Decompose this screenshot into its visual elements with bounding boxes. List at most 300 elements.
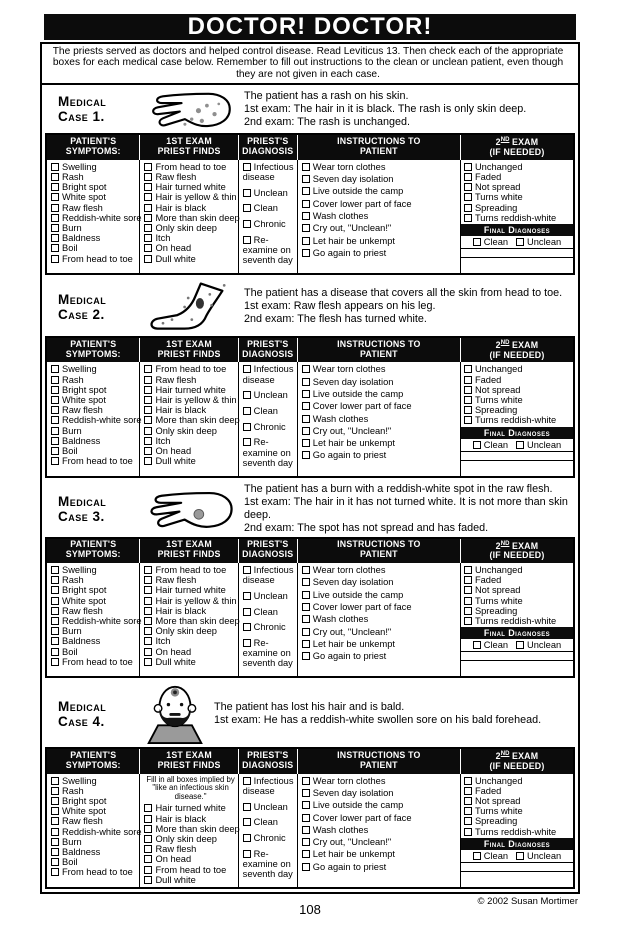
symptom-option[interactable]: Boil bbox=[51, 243, 138, 253]
second-exam-option[interactable]: Turns white bbox=[464, 192, 572, 202]
checkbox[interactable] bbox=[144, 457, 152, 465]
exam-find-option[interactable]: Hair is black bbox=[144, 203, 236, 213]
checkbox[interactable] bbox=[302, 591, 310, 599]
checkbox[interactable] bbox=[464, 576, 472, 584]
symptom-option[interactable]: From head to toe bbox=[51, 456, 138, 466]
diagnosis-option[interactable]: Chronic bbox=[243, 219, 296, 229]
checkbox[interactable] bbox=[464, 193, 472, 201]
second-exam-option[interactable]: Faded bbox=[464, 575, 572, 585]
checkbox[interactable] bbox=[464, 204, 472, 212]
second-exam-option[interactable]: Spreading bbox=[464, 203, 572, 213]
checkbox[interactable] bbox=[51, 427, 59, 435]
checkbox[interactable] bbox=[51, 566, 59, 574]
checkbox[interactable] bbox=[144, 607, 152, 615]
checkbox[interactable] bbox=[51, 386, 59, 394]
final-diagnosis-option[interactable]: Unclean bbox=[516, 851, 561, 861]
second-exam-option[interactable]: Faded bbox=[464, 786, 572, 796]
second-exam-option[interactable]: Spreading bbox=[464, 405, 572, 415]
checkbox[interactable] bbox=[243, 639, 251, 647]
exam-find-option[interactable]: Only skin deep bbox=[144, 834, 236, 844]
checkbox[interactable] bbox=[464, 365, 472, 373]
checkbox[interactable] bbox=[51, 787, 59, 795]
second-exam-option[interactable]: Spreading bbox=[464, 606, 572, 616]
instruction-option[interactable]: Wash clothes bbox=[302, 211, 459, 221]
diagnosis-option[interactable]: Unclean bbox=[243, 188, 296, 198]
checkbox[interactable] bbox=[243, 407, 251, 415]
checkbox[interactable] bbox=[302, 801, 310, 809]
second-exam-option[interactable]: Unchanged bbox=[464, 162, 572, 172]
instruction-option[interactable]: Wash clothes bbox=[302, 825, 459, 835]
exam-find-option[interactable]: Hair turned white bbox=[144, 182, 236, 192]
instruction-option[interactable]: Let hair be unkempt bbox=[302, 849, 459, 859]
checkbox[interactable] bbox=[302, 212, 310, 220]
instruction-option[interactable]: Go again to priest bbox=[302, 248, 459, 258]
checkbox[interactable] bbox=[144, 183, 152, 191]
checkbox[interactable] bbox=[464, 376, 472, 384]
checkbox[interactable] bbox=[302, 187, 310, 195]
instruction-option[interactable]: Cry out, "Unclean!" bbox=[302, 837, 459, 847]
symptom-option[interactable]: Rash bbox=[51, 786, 138, 796]
checkbox[interactable] bbox=[464, 797, 472, 805]
final-diagnosis-option[interactable]: Clean bbox=[473, 237, 508, 247]
instruction-option[interactable]: Wash clothes bbox=[302, 614, 459, 624]
checkbox[interactable] bbox=[51, 838, 59, 846]
symptom-option[interactable]: Raw flesh bbox=[51, 816, 138, 826]
diagnosis-option[interactable]: Re-examine on seventh day bbox=[242, 234, 293, 266]
instruction-option[interactable]: Cover lower part of face bbox=[302, 199, 459, 209]
checkbox[interactable] bbox=[144, 835, 152, 843]
exam-find-option[interactable]: Hair turned white bbox=[144, 385, 236, 395]
second-exam-option[interactable]: Not spread bbox=[464, 182, 572, 192]
final-diagnosis-option[interactable]: Unclean bbox=[516, 440, 561, 450]
diagnosis-option[interactable]: Chronic bbox=[243, 422, 296, 432]
symptom-option[interactable]: Swelling bbox=[51, 776, 138, 786]
checkbox[interactable] bbox=[302, 628, 310, 636]
symptom-option[interactable]: Swelling bbox=[51, 565, 138, 575]
symptom-option[interactable]: Raw flesh bbox=[51, 606, 138, 616]
checkbox[interactable] bbox=[144, 255, 152, 263]
checkbox[interactable] bbox=[51, 637, 59, 645]
instruction-option[interactable]: Wear torn clothes bbox=[302, 776, 459, 786]
instruction-option[interactable]: Wear torn clothes bbox=[302, 162, 459, 172]
checkbox[interactable] bbox=[144, 566, 152, 574]
exam-find-option[interactable]: From head to toe bbox=[144, 364, 236, 374]
checkbox[interactable] bbox=[51, 658, 59, 666]
checkbox[interactable] bbox=[51, 617, 59, 625]
checkbox[interactable] bbox=[51, 807, 59, 815]
checkbox[interactable] bbox=[51, 204, 59, 212]
second-exam-option[interactable]: Unchanged bbox=[464, 776, 572, 786]
final-diagnosis-write-line[interactable] bbox=[461, 660, 573, 669]
instruction-option[interactable]: Seven day isolation bbox=[302, 174, 459, 184]
checkbox[interactable] bbox=[302, 652, 310, 660]
checkbox[interactable] bbox=[144, 447, 152, 455]
second-exam-option[interactable]: Turns reddish-white bbox=[464, 827, 572, 837]
checkbox[interactable] bbox=[473, 641, 481, 649]
checkbox[interactable] bbox=[516, 641, 524, 649]
symptom-option[interactable]: Burn bbox=[51, 837, 138, 847]
checkbox[interactable] bbox=[302, 365, 310, 373]
checkbox[interactable] bbox=[51, 214, 59, 222]
second-exam-option[interactable]: Spreading bbox=[464, 816, 572, 826]
diagnosis-option[interactable]: Unclean bbox=[243, 390, 296, 400]
diagnosis-option[interactable]: Clean bbox=[243, 607, 296, 617]
checkbox[interactable] bbox=[243, 438, 251, 446]
checkbox[interactable] bbox=[464, 617, 472, 625]
symptom-option[interactable]: From head to toe bbox=[51, 867, 138, 877]
second-exam-option[interactable]: Not spread bbox=[464, 385, 572, 395]
instruction-option[interactable]: Cry out, "Unclean!" bbox=[302, 627, 459, 637]
exam-find-option[interactable]: Raw flesh bbox=[144, 172, 236, 182]
checkbox[interactable] bbox=[302, 249, 310, 257]
final-diagnosis-write-line[interactable] bbox=[461, 651, 573, 660]
instruction-option[interactable]: Cry out, "Unclean!" bbox=[302, 223, 459, 233]
checkbox[interactable] bbox=[516, 441, 524, 449]
checkbox[interactable] bbox=[302, 578, 310, 586]
exam-find-option[interactable]: Hair is yellow & thin bbox=[144, 192, 236, 202]
checkbox[interactable] bbox=[144, 586, 152, 594]
symptom-option[interactable]: Reddish-white sore bbox=[51, 616, 138, 626]
diagnosis-option[interactable]: Clean bbox=[243, 817, 296, 827]
symptom-option[interactable]: Bright spot bbox=[51, 385, 138, 395]
checkbox[interactable] bbox=[51, 396, 59, 404]
checkbox[interactable] bbox=[144, 406, 152, 414]
symptom-option[interactable]: Rash bbox=[51, 172, 138, 182]
instruction-option[interactable]: Let hair be unkempt bbox=[302, 438, 459, 448]
exam-find-option[interactable]: Hair turned white bbox=[144, 585, 236, 595]
checkbox[interactable] bbox=[243, 236, 251, 244]
checkbox[interactable] bbox=[51, 173, 59, 181]
checkbox[interactable] bbox=[144, 244, 152, 252]
symptom-option[interactable]: Raw flesh bbox=[51, 203, 138, 213]
diagnosis-option[interactable]: Infectious disease bbox=[242, 161, 294, 182]
checkbox[interactable] bbox=[51, 597, 59, 605]
checkbox[interactable] bbox=[51, 576, 59, 584]
checkbox[interactable] bbox=[51, 193, 59, 201]
exam-find-option[interactable]: On head bbox=[144, 243, 236, 253]
checkbox[interactable] bbox=[144, 845, 152, 853]
checkbox[interactable] bbox=[302, 640, 310, 648]
checkbox[interactable] bbox=[464, 817, 472, 825]
checkbox[interactable] bbox=[144, 597, 152, 605]
checkbox[interactable] bbox=[144, 427, 152, 435]
checkbox[interactable] bbox=[302, 224, 310, 232]
checkbox[interactable] bbox=[243, 818, 251, 826]
instruction-option[interactable]: Cover lower part of face bbox=[302, 602, 459, 612]
checkbox[interactable] bbox=[302, 850, 310, 858]
checkbox[interactable] bbox=[464, 183, 472, 191]
exam-find-option[interactable]: Hair is black bbox=[144, 814, 236, 824]
second-exam-option[interactable]: Faded bbox=[464, 172, 572, 182]
symptom-option[interactable]: Baldness bbox=[51, 636, 138, 646]
exam-find-option[interactable]: Itch bbox=[144, 436, 236, 446]
checkbox[interactable] bbox=[243, 592, 251, 600]
checkbox[interactable] bbox=[243, 391, 251, 399]
checkbox[interactable] bbox=[302, 390, 310, 398]
symptom-option[interactable]: White spot bbox=[51, 192, 138, 202]
checkbox[interactable] bbox=[144, 658, 152, 666]
checkbox[interactable] bbox=[302, 200, 310, 208]
symptom-option[interactable]: Baldness bbox=[51, 436, 138, 446]
checkbox[interactable] bbox=[144, 617, 152, 625]
diagnosis-option[interactable]: Infectious disease bbox=[242, 364, 294, 385]
checkbox[interactable] bbox=[464, 807, 472, 815]
checkbox[interactable] bbox=[243, 566, 251, 574]
final-diagnosis-option[interactable]: Clean bbox=[473, 640, 508, 650]
exam-find-option[interactable]: On head bbox=[144, 647, 236, 657]
checkbox[interactable] bbox=[144, 815, 152, 823]
checkbox[interactable] bbox=[302, 378, 310, 386]
instruction-option[interactable]: Go again to priest bbox=[302, 450, 459, 460]
checkbox[interactable] bbox=[464, 406, 472, 414]
exam-find-option[interactable]: Dull white bbox=[144, 254, 236, 264]
exam-find-option[interactable]: Hair turned white bbox=[144, 803, 236, 813]
diagnosis-option[interactable]: Unclean bbox=[243, 802, 296, 812]
checkbox[interactable] bbox=[302, 789, 310, 797]
symptom-option[interactable]: Rash bbox=[51, 575, 138, 585]
diagnosis-option[interactable]: Clean bbox=[243, 203, 296, 213]
checkbox[interactable] bbox=[51, 828, 59, 836]
instruction-option[interactable]: Go again to priest bbox=[302, 651, 459, 661]
checkbox[interactable] bbox=[464, 566, 472, 574]
checkbox[interactable] bbox=[302, 566, 310, 574]
second-exam-option[interactable]: Turns reddish-white bbox=[464, 415, 572, 425]
checkbox[interactable] bbox=[144, 386, 152, 394]
checkbox[interactable] bbox=[302, 451, 310, 459]
exam-find-option[interactable]: Hair is yellow & thin bbox=[144, 395, 236, 405]
exam-find-option[interactable]: From head to toe bbox=[144, 865, 236, 875]
diagnosis-option[interactable]: Chronic bbox=[243, 833, 296, 843]
exam-find-option[interactable]: More than skin deep bbox=[144, 213, 236, 223]
checkbox[interactable] bbox=[144, 804, 152, 812]
symptom-option[interactable]: Burn bbox=[51, 626, 138, 636]
checkbox[interactable] bbox=[302, 777, 310, 785]
exam-find-option[interactable]: Dull white bbox=[144, 456, 236, 466]
final-diagnosis-write-line[interactable] bbox=[461, 862, 573, 871]
second-exam-option[interactable]: Turns white bbox=[464, 395, 572, 405]
checkbox[interactable] bbox=[473, 852, 481, 860]
symptom-option[interactable]: Burn bbox=[51, 426, 138, 436]
checkbox[interactable] bbox=[144, 825, 152, 833]
checkbox[interactable] bbox=[51, 234, 59, 242]
symptom-option[interactable]: White spot bbox=[51, 596, 138, 606]
instruction-option[interactable]: Live outside the camp bbox=[302, 800, 459, 810]
checkbox[interactable] bbox=[51, 607, 59, 615]
checkbox[interactable] bbox=[464, 597, 472, 605]
final-diagnosis-write-line[interactable] bbox=[461, 257, 573, 266]
checkbox[interactable] bbox=[51, 163, 59, 171]
instruction-option[interactable]: Let hair be unkempt bbox=[302, 236, 459, 246]
instruction-option[interactable]: Go again to priest bbox=[302, 862, 459, 872]
instruction-option[interactable]: Let hair be unkempt bbox=[302, 639, 459, 649]
second-exam-option[interactable]: Turns white bbox=[464, 596, 572, 606]
second-exam-option[interactable]: Turns white bbox=[464, 806, 572, 816]
final-diagnosis-write-line[interactable] bbox=[461, 460, 573, 469]
checkbox[interactable] bbox=[51, 457, 59, 465]
checkbox[interactable] bbox=[243, 163, 251, 171]
exam-find-option[interactable]: From head to toe bbox=[144, 565, 236, 575]
checkbox[interactable] bbox=[302, 402, 310, 410]
checkbox[interactable] bbox=[473, 441, 481, 449]
instruction-option[interactable]: Wear torn clothes bbox=[302, 364, 459, 374]
instruction-option[interactable]: Cover lower part of face bbox=[302, 813, 459, 823]
symptom-option[interactable]: Swelling bbox=[51, 162, 138, 172]
symptom-option[interactable]: Baldness bbox=[51, 847, 138, 857]
exam-find-option[interactable]: Dull white bbox=[144, 875, 236, 885]
symptom-option[interactable]: Boil bbox=[51, 446, 138, 456]
checkbox[interactable] bbox=[51, 586, 59, 594]
checkbox[interactable] bbox=[144, 876, 152, 884]
exam-find-option[interactable]: More than skin deep bbox=[144, 415, 236, 425]
checkbox[interactable] bbox=[144, 365, 152, 373]
checkbox[interactable] bbox=[302, 814, 310, 822]
checkbox[interactable] bbox=[302, 826, 310, 834]
checkbox[interactable] bbox=[302, 415, 310, 423]
second-exam-option[interactable]: Unchanged bbox=[464, 565, 572, 575]
checkbox[interactable] bbox=[51, 777, 59, 785]
checkbox[interactable] bbox=[144, 214, 152, 222]
symptom-option[interactable]: Bright spot bbox=[51, 796, 138, 806]
checkbox[interactable] bbox=[464, 607, 472, 615]
exam-find-option[interactable]: Raw flesh bbox=[144, 575, 236, 585]
instruction-option[interactable]: Cry out, "Unclean!" bbox=[302, 426, 459, 436]
checkbox[interactable] bbox=[144, 855, 152, 863]
checkbox[interactable] bbox=[302, 863, 310, 871]
checkbox[interactable] bbox=[144, 416, 152, 424]
final-diagnosis-write-line[interactable] bbox=[461, 871, 573, 880]
checkbox[interactable] bbox=[464, 214, 472, 222]
checkbox[interactable] bbox=[51, 183, 59, 191]
checkbox[interactable] bbox=[144, 866, 152, 874]
checkbox[interactable] bbox=[302, 237, 310, 245]
checkbox[interactable] bbox=[144, 193, 152, 201]
checkbox[interactable] bbox=[144, 224, 152, 232]
diagnosis-option[interactable]: Unclean bbox=[243, 591, 296, 601]
symptom-option[interactable]: Burn bbox=[51, 223, 138, 233]
checkbox[interactable] bbox=[243, 608, 251, 616]
second-exam-option[interactable]: Unchanged bbox=[464, 364, 572, 374]
checkbox[interactable] bbox=[243, 204, 251, 212]
checkbox[interactable] bbox=[51, 406, 59, 414]
symptom-option[interactable]: Reddish-white sore bbox=[51, 213, 138, 223]
exam-find-option[interactable]: Raw flesh bbox=[144, 375, 236, 385]
symptom-option[interactable]: Bright spot bbox=[51, 585, 138, 595]
symptom-option[interactable]: Rash bbox=[51, 375, 138, 385]
second-exam-option[interactable]: Faded bbox=[464, 375, 572, 385]
checkbox[interactable] bbox=[464, 416, 472, 424]
symptom-option[interactable]: Baldness bbox=[51, 233, 138, 243]
checkbox[interactable] bbox=[302, 427, 310, 435]
exam-find-option[interactable]: On head bbox=[144, 854, 236, 864]
exam-find-option[interactable]: Itch bbox=[144, 636, 236, 646]
checkbox[interactable] bbox=[464, 777, 472, 785]
checkbox[interactable] bbox=[243, 803, 251, 811]
symptom-option[interactable]: Swelling bbox=[51, 364, 138, 374]
checkbox[interactable] bbox=[144, 204, 152, 212]
exam-find-option[interactable]: More than skin deep bbox=[144, 616, 236, 626]
instruction-option[interactable]: Cover lower part of face bbox=[302, 401, 459, 411]
instruction-option[interactable]: Live outside the camp bbox=[302, 389, 459, 399]
checkbox[interactable] bbox=[243, 189, 251, 197]
final-diagnosis-option[interactable]: Unclean bbox=[516, 640, 561, 650]
checkbox[interactable] bbox=[144, 396, 152, 404]
checkbox[interactable] bbox=[51, 648, 59, 656]
symptom-option[interactable]: White spot bbox=[51, 806, 138, 816]
checkbox[interactable] bbox=[144, 234, 152, 242]
exam-find-option[interactable]: Hair is yellow & thin bbox=[144, 596, 236, 606]
exam-find-option[interactable]: More than skin deep bbox=[144, 824, 236, 834]
checkbox[interactable] bbox=[243, 834, 251, 842]
checkbox[interactable] bbox=[51, 416, 59, 424]
checkbox[interactable] bbox=[302, 838, 310, 846]
symptom-option[interactable]: Reddish-white sore bbox=[51, 415, 138, 425]
instruction-option[interactable]: Live outside the camp bbox=[302, 186, 459, 196]
checkbox[interactable] bbox=[144, 576, 152, 584]
symptom-option[interactable]: Reddish-white sore bbox=[51, 827, 138, 837]
second-exam-option[interactable]: Turns reddish-white bbox=[464, 213, 572, 223]
diagnosis-option[interactable]: Infectious disease bbox=[242, 775, 294, 796]
diagnosis-option[interactable]: Re-examine on seventh day bbox=[242, 848, 293, 880]
checkbox[interactable] bbox=[51, 627, 59, 635]
diagnosis-option[interactable]: Chronic bbox=[243, 622, 296, 632]
checkbox[interactable] bbox=[51, 858, 59, 866]
checkbox[interactable] bbox=[144, 173, 152, 181]
checkbox[interactable] bbox=[464, 386, 472, 394]
checkbox[interactable] bbox=[464, 163, 472, 171]
diagnosis-option[interactable]: Re-examine on seventh day bbox=[242, 638, 293, 669]
checkbox[interactable] bbox=[51, 848, 59, 856]
checkbox[interactable] bbox=[302, 163, 310, 171]
checkbox[interactable] bbox=[464, 586, 472, 594]
checkbox[interactable] bbox=[464, 787, 472, 795]
instruction-option[interactable]: Live outside the camp bbox=[302, 590, 459, 600]
checkbox[interactable] bbox=[516, 852, 524, 860]
checkbox[interactable] bbox=[51, 797, 59, 805]
checkbox[interactable] bbox=[144, 437, 152, 445]
checkbox[interactable] bbox=[144, 376, 152, 384]
exam-find-option[interactable]: Raw flesh bbox=[144, 844, 236, 854]
checkbox[interactable] bbox=[464, 173, 472, 181]
symptom-option[interactable]: From head to toe bbox=[51, 254, 138, 264]
exam-find-option[interactable]: Hair is black bbox=[144, 606, 236, 616]
checkbox[interactable] bbox=[144, 637, 152, 645]
exam-find-option[interactable]: Only skin deep bbox=[144, 223, 236, 233]
checkbox[interactable] bbox=[302, 615, 310, 623]
exam-find-option[interactable]: Only skin deep bbox=[144, 626, 236, 636]
instruction-option[interactable]: Seven day isolation bbox=[302, 788, 459, 798]
symptom-option[interactable]: Bright spot bbox=[51, 182, 138, 192]
checkbox[interactable] bbox=[243, 777, 251, 785]
checkbox[interactable] bbox=[51, 817, 59, 825]
checkbox[interactable] bbox=[243, 423, 251, 431]
exam-find-option[interactable]: From head to toe bbox=[144, 162, 236, 172]
diagnosis-option[interactable]: Clean bbox=[243, 406, 296, 416]
checkbox[interactable] bbox=[51, 224, 59, 232]
checkbox[interactable] bbox=[144, 163, 152, 171]
checkbox[interactable] bbox=[51, 868, 59, 876]
symptom-option[interactable]: White spot bbox=[51, 395, 138, 405]
symptom-option[interactable]: Raw flesh bbox=[51, 405, 138, 415]
symptom-option[interactable]: From head to toe bbox=[51, 657, 138, 667]
checkbox[interactable] bbox=[243, 850, 251, 858]
symptom-option[interactable]: Boil bbox=[51, 857, 138, 867]
symptom-option[interactable]: Boil bbox=[51, 647, 138, 657]
exam-find-option[interactable]: Dull white bbox=[144, 657, 236, 667]
checkbox[interactable] bbox=[51, 447, 59, 455]
exam-find-option[interactable]: Only skin deep bbox=[144, 426, 236, 436]
exam-find-option[interactable]: Itch bbox=[144, 233, 236, 243]
checkbox[interactable] bbox=[51, 437, 59, 445]
